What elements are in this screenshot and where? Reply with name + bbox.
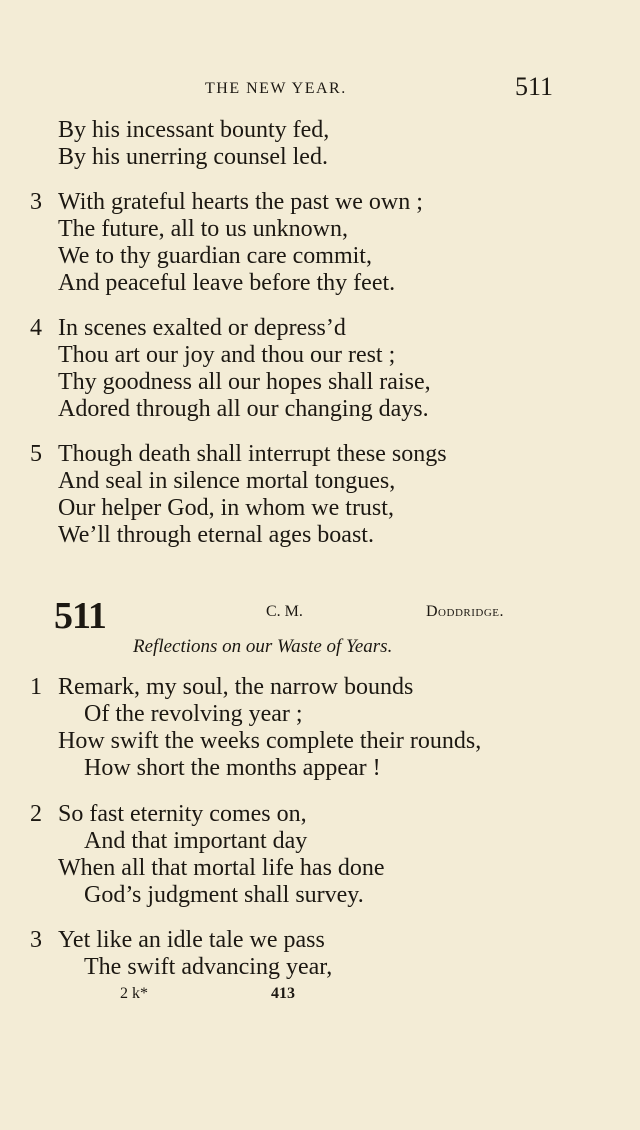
verse-number: 3 — [30, 189, 42, 215]
hymn-author: Doddridge. — [426, 603, 504, 620]
verse-line: Though death shall interrupt these songs — [58, 441, 447, 467]
verse-line: With grateful hearts the past we own ; — [58, 189, 423, 215]
verse-line: And seal in silence mortal tongues, — [58, 468, 396, 494]
verse-line: How swift the weeks complete their rounds, — [58, 728, 482, 754]
verse-line: How short the months appear ! — [84, 755, 381, 781]
verse-line: We’ll through eternal ages boast. — [58, 522, 374, 548]
verse-line: Adored through all our changing days. — [58, 396, 429, 422]
verse-line: Thy goodness all our hopes shall raise, — [58, 369, 431, 395]
verse-line: So fast eternity comes on, — [58, 801, 307, 827]
verse-line: The future, all to us unknown, — [58, 216, 348, 242]
hymn-meter: C. M. — [266, 603, 303, 620]
verse-number: 4 — [30, 315, 42, 341]
verse-line: And that important day — [84, 828, 308, 854]
hymn-heading — [0, 594, 640, 637]
verse-line: The swift advancing year, — [84, 954, 333, 980]
verse-number: 2 — [30, 801, 42, 827]
running-title: THE NEW YEAR. — [205, 80, 347, 97]
verse-line: When all that mortal life has done — [58, 855, 385, 881]
verse-line: Thou art our joy and thou our rest ; — [58, 342, 396, 368]
verse-line: Of the revolving year ; — [84, 701, 303, 727]
continuation-line: By his unerring counsel led. — [58, 144, 328, 170]
hymn-number: 511 — [54, 595, 106, 637]
verse-line: We to thy guardian care commit, — [58, 243, 372, 269]
verse-line: In scenes exalted or depress’d — [58, 315, 346, 341]
verse-line: Our helper God, in whom we trust, — [58, 495, 394, 521]
verse-line: God’s judgment shall survey. — [84, 882, 364, 908]
verse-line: Remark, my soul, the narrow bounds — [58, 674, 414, 700]
continuation-line: By his incessant bounty fed, — [58, 117, 330, 143]
running-header — [0, 72, 640, 108]
footer-page-number: 413 — [271, 985, 295, 1002]
signature-mark: 2 k* — [120, 985, 148, 1002]
verse-number: 1 — [30, 674, 42, 700]
verse-line: Yet like an idle tale we pass — [58, 927, 325, 953]
header-page-number: 511 — [515, 72, 554, 101]
verse-number: 5 — [30, 441, 42, 467]
verse-number: 3 — [30, 927, 42, 953]
verse-line: And peaceful leave before thy feet. — [58, 270, 396, 296]
hymn-subtitle: Reflections on our Waste of Years. — [133, 636, 393, 657]
